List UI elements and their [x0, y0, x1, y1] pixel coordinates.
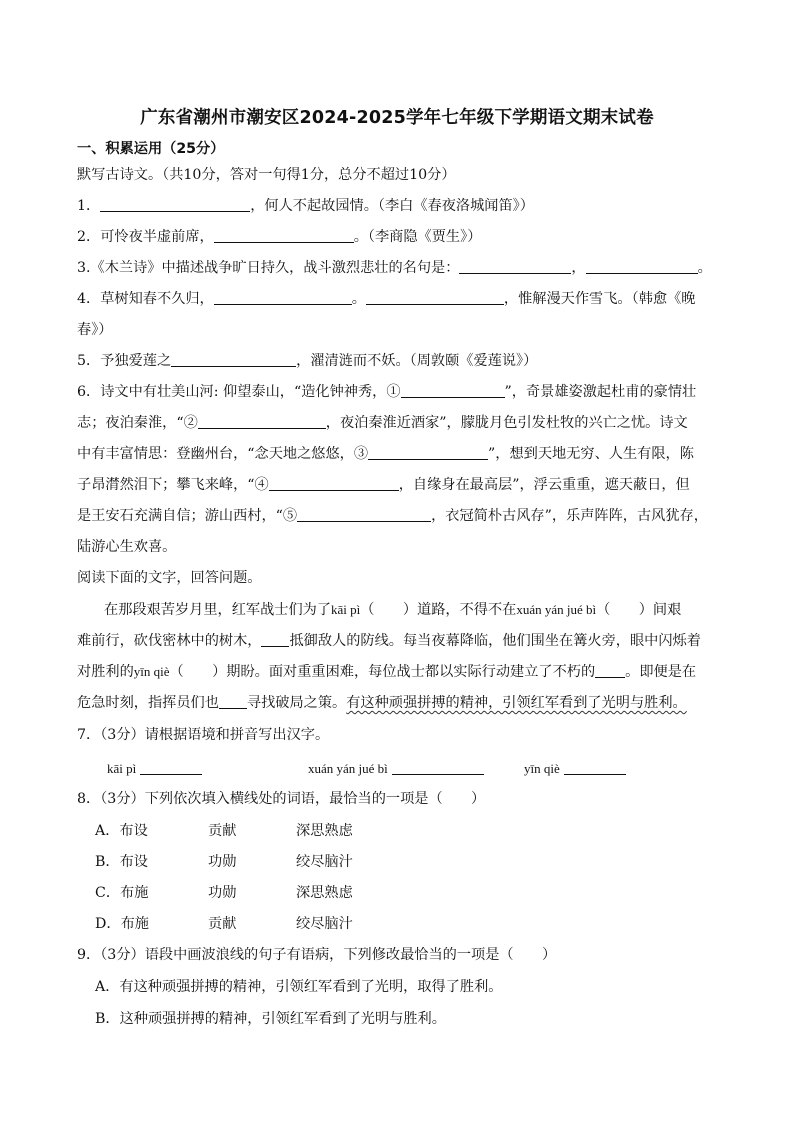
q9-option-a[interactable]: A．有这种顽强拼搏的精神，引领红军看到了光明，取得了胜利。	[95, 979, 503, 995]
passage-line-1: 在那段艰苦岁月里，红军战士们为了kāi pì（ ）道路，不得不在xuán yán jué bì（ ）间艰	[104, 602, 682, 618]
question-9: 9．（3分）语段中画波浪线的句子有语病，下列修改最恰当的一项是（ ）	[77, 947, 557, 963]
reading-instructions: 阅读下面的文字，回答问题。	[77, 570, 262, 586]
answer-blank[interactable]	[595, 662, 625, 678]
answer-blank[interactable]	[198, 413, 326, 429]
q8-option-c-word-2: 功勋	[208, 885, 237, 901]
q7-answer-2: xuán yán jué bì	[308, 759, 484, 779]
q7-answer-3: yīn qiè	[524, 759, 626, 779]
answer-blank[interactable]	[459, 258, 571, 274]
answer-blank[interactable]	[366, 289, 504, 305]
answer-blank[interactable]	[586, 258, 698, 274]
question-1: 1． ，何人不起故园情。（李白《春夜洛城闻笛》）	[77, 198, 534, 214]
question-5: 5．予独爱莲之 ，濯清涟而不妖。（周敦颐《爱莲说》）	[77, 353, 538, 369]
answer-blank[interactable]	[297, 506, 431, 522]
question-6-line-4: 子昂潸然泪下；攀飞来峰，“④ ，自缘身在最高层”，浮云重重，遮天蔽日，但	[77, 477, 690, 493]
passage-line-4: 危急时刻，指挥员们也 寻找破局之策。有这种顽强拼搏的精神，引领红军看到了光明与胜利。	[77, 695, 687, 711]
question-7: 7．（3分）请根据语境和拼音写出汉字。	[77, 727, 330, 743]
q8-option-c[interactable]: C．布施	[95, 885, 149, 901]
q8-option-a-word-3: 深思熟虑	[296, 823, 353, 839]
question-4-continued: 春》）	[77, 322, 113, 338]
question-6-line-5: 是王安石充满自信；游山西村，“⑤ ，衣冠简朴古风存”，乐声阵阵，古风犹存，	[77, 508, 708, 524]
question-6-line-3: 中有丰富情思：登幽州台，“念天地之悠悠，③ ”，想到天地无穷、人生有限，陈	[77, 446, 694, 462]
answer-blank[interactable]	[368, 444, 488, 460]
answer-blank[interactable]	[269, 475, 399, 491]
q8-option-d[interactable]: D．布施	[95, 916, 149, 932]
answer-blank[interactable]	[214, 227, 354, 243]
answer-blank[interactable]	[401, 382, 505, 398]
question-2: 2．可怜夜半虚前席， 。（李商隐《贾生》）	[77, 229, 482, 245]
answer-blank[interactable]	[214, 289, 352, 305]
answer-blank[interactable]	[219, 693, 247, 709]
page-title: 广东省潮州市潮安区2024-2025学年七年级下学期语文期末试卷	[140, 108, 654, 128]
section-heading: 一、积累运用（25分）	[77, 141, 225, 157]
q8-option-a-word-2: 贡献	[208, 823, 237, 839]
q8-option-c-word-3: 深思熟虑	[296, 885, 353, 901]
q7-answer-1: kāi pì	[107, 759, 202, 779]
answer-blank[interactable]	[564, 759, 626, 775]
answer-blank[interactable]	[392, 759, 484, 775]
answer-blank[interactable]	[100, 196, 250, 212]
wavy-underlined-sentence: 有这种顽强拼搏的精神，引领红军看到了光明与胜利。	[346, 695, 687, 711]
q8-option-b-word-3: 绞尽脑汁	[296, 854, 353, 870]
q8-option-b[interactable]: B．布设	[95, 854, 148, 870]
question-6-line-2: 志；夜泊秦淮，“② ，夜泊秦淮近酒家”，朦胧月色引发杜牧的兴亡之忧。诗文	[77, 415, 688, 431]
instructions: 默写古诗文。（共10分，答对一句得1分，总分不超过10分）	[77, 167, 456, 183]
q9-option-b[interactable]: B．这种顽强拼搏的精神，引领红军看到了光明与胜利。	[95, 1011, 446, 1027]
answer-blank[interactable]	[171, 351, 296, 367]
q8-option-d-word-2: 贡献	[208, 916, 237, 932]
question-4: 4．草树知春不久归， 。 ，惟解漫天作雪飞。（韩愈《晚	[77, 291, 696, 307]
passage-line-3: 对胜利的yīn qiè（ ）期盼。面对重重困难，每位战士都以实际行动建立了不朽的 。即便是在	[77, 664, 697, 680]
q8-option-a[interactable]: A．布设	[95, 823, 148, 839]
q8-option-d-word-3: 绞尽脑汁	[296, 916, 353, 932]
question-6-line-1: 6．诗文中有壮美山河: 仰望泰山，“造化钟神秀，① ”，奇景雄姿激起杜甫的豪情壮	[77, 384, 697, 400]
question-8: 8．（3分）下列依次填入横线处的词语，最恰当的一项是（ ）	[77, 791, 486, 807]
answer-blank[interactable]	[261, 631, 289, 647]
answer-blank[interactable]	[140, 759, 202, 775]
question-6-line-6: 陆游心生欢喜。	[77, 539, 177, 555]
passage-line-2: 难前行，砍伐密林中的树木， 抵御敌人的防线。每当夜幕降临，他们围坐在篝火旁，眼中闪烁着	[77, 633, 701, 649]
question-3: 3.《木兰诗》中描述战争旷日持久，战斗激烈悲壮的名句是： ， 。	[77, 260, 712, 276]
q8-option-b-word-2: 功勋	[208, 854, 237, 870]
